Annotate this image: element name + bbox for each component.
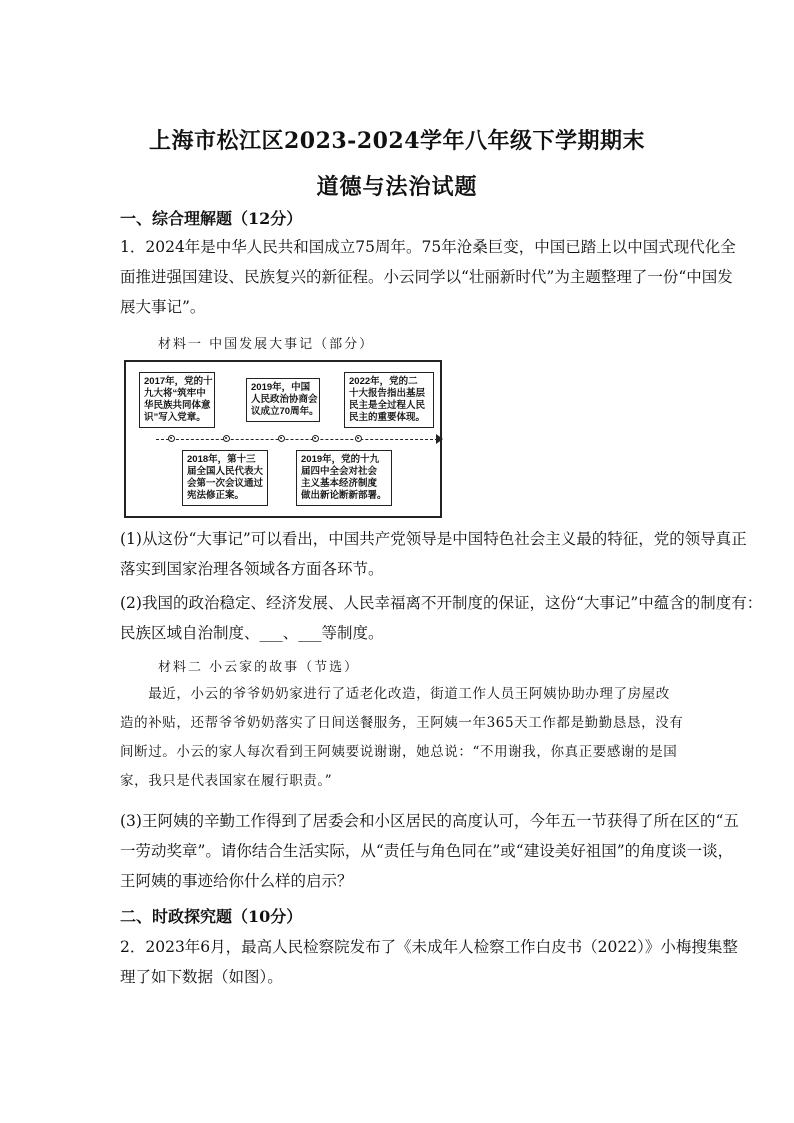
- question1-part1: [120, 524, 747, 584]
- text-line: 王阿姨的事迹给你什么样的启示？: [120, 872, 353, 890]
- question1-intro: [120, 232, 736, 322]
- text-line: 民族区域自治制度、___、___等制度。: [120, 624, 384, 642]
- timeline-axis: [156, 439, 438, 440]
- timeline-dot: [355, 435, 362, 442]
- text-line: 1．2024年是中华人民共和国成立75周年。75年沧桑巨变，中国已踏上以中国式现代化全: [120, 238, 736, 256]
- timeline-figure: [124, 360, 442, 518]
- text-line: 理了如下数据（如图）。: [120, 968, 283, 986]
- text-line: (3)王阿姨的辛勤工作得到了居委会和小区居民的高度认可，今年五一节获得了所在区的“五: [120, 812, 739, 830]
- timeline-dot: [223, 435, 230, 442]
- section2-heading: 二、时政探究题（10分）: [120, 907, 303, 926]
- exam-title-line1: 上海市松江区2023-2024学年八年级下学期期末: [148, 128, 646, 154]
- material1-title: 材料一 中国发展大事记（部分）: [158, 337, 375, 352]
- timeline-event-2018: 2018年，第十三 届全国人民代表大 会第一次会议通过 宪法修正案。: [182, 450, 268, 506]
- text-line: (2)我国的政治稳定、经济发展、人民幸福离不开制度的保证，这份“大事记”中蕴含的制度有：: [120, 594, 763, 612]
- text-line: 间断过。小云的家人每次看到王阿姨要说谢谢，她总说：“不用谢我，你真正要感谢的是国: [120, 744, 678, 760]
- timeline-event-2019-plenum: 2019年，党的十九 届四中全会对社会 主义基本经济制度 做出新论断新部署。: [296, 450, 392, 506]
- text-line: 面推进强国建设、民族复兴的新征程。小云同学以“壮丽新时代”为主题整理了一份“中国发: [120, 268, 733, 286]
- text-line: 造的补贴，还帮爷爷奶奶落实了日间送餐服务，王阿姨一年365天工作都是勤勤恳恳，没有: [120, 715, 684, 731]
- exam-title-line2: 道德与法治试题: [316, 174, 478, 200]
- question1-part2: [120, 588, 763, 648]
- text-line: 展大事记”。: [120, 298, 206, 316]
- text-line: 家，我只是代表国家在履行职责。”: [120, 773, 333, 789]
- text-line: 最近，小云的爷爷奶奶家进行了适老化改造，街道工作人员王阿姨协助办理了房屋改: [120, 686, 670, 702]
- question1-part3: [120, 806, 739, 896]
- material2-story: [120, 680, 684, 796]
- timeline-event-2019-cppcc: 2019年，中国 人民政治协商会 议成立70周年。: [246, 378, 320, 422]
- text-line: 一劳动奖章”。请你结合生活实际，从“责任与角色同在”或“建设美好祖国”的角度谈一谈，: [120, 842, 734, 860]
- text-line: 2．2023年6月，最高人民检察院发布了《未成年人检察工作白皮书（2022）》小梅搜集整: [120, 938, 738, 956]
- section1-heading: 一、综合理解题（12分）: [120, 209, 303, 228]
- material2-title: 材料二 小云家的故事（节选）: [158, 660, 360, 675]
- timeline-event-2022: 2022年，党的二 十大报告指出基层 民主是全过程人民 民主的重要体现。: [344, 372, 434, 428]
- timeline-dot: [278, 435, 285, 442]
- text-line: 落实到国家治理各领域各方面各环节。: [120, 560, 384, 578]
- timeline-event-2017: 2017年，党的十 九大将“筑牢中 华民族共同体意 识”写入党章。: [139, 372, 215, 428]
- timeline-arrow-icon: [436, 434, 443, 444]
- timeline-dot: [312, 435, 319, 442]
- text-line: (1)从这份“大事记”可以看出，中国共产党领导是中国特色社会主义最的特征，党的领导真正: [120, 530, 747, 548]
- timeline-dot: [168, 435, 175, 442]
- question2-intro: [120, 932, 738, 992]
